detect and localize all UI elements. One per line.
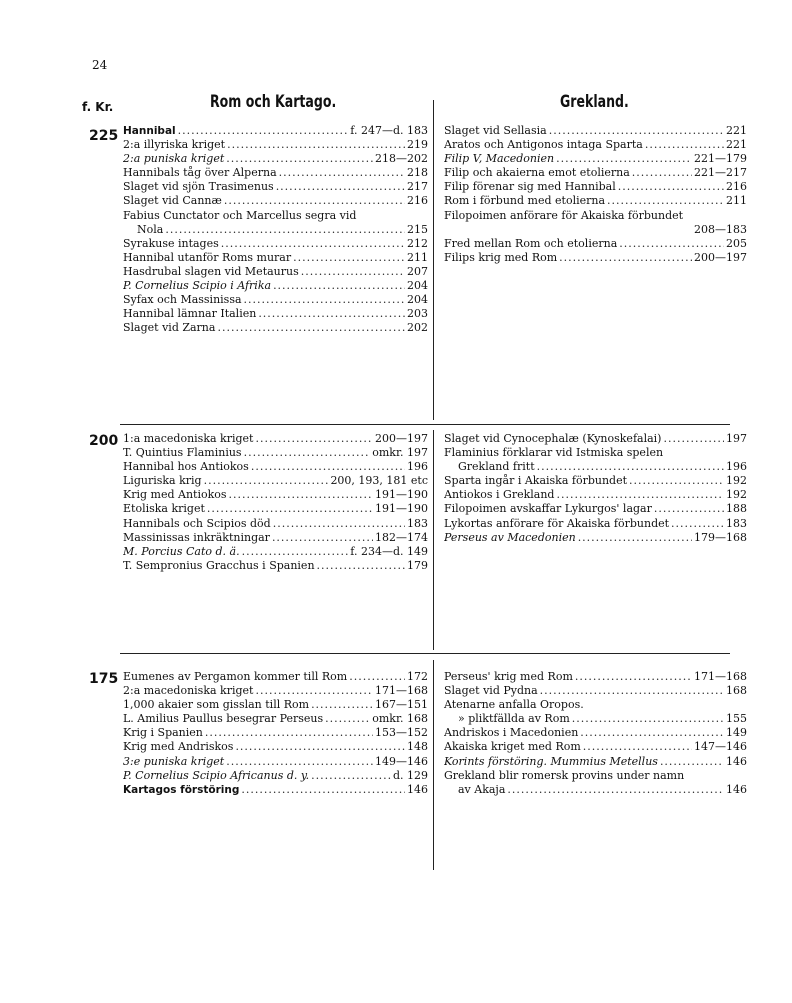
entry-date: 203 bbox=[407, 307, 428, 321]
section-225-greece bbox=[444, 124, 747, 265]
entry-date: 191—190 bbox=[375, 488, 428, 502]
dot-leader bbox=[165, 223, 405, 237]
entry-text: 2:a illyriska kriget bbox=[123, 138, 226, 152]
heading-greece: Grekland. bbox=[560, 92, 629, 112]
timeline-entry bbox=[123, 517, 428, 531]
dot-leader bbox=[311, 698, 373, 712]
entry-text: Grekland blir romersk provins under namn bbox=[444, 768, 685, 782]
timeline-entry bbox=[123, 265, 428, 279]
dot-leader bbox=[241, 783, 405, 797]
entry-text: Atenarne anfalla Oropos. bbox=[444, 698, 584, 712]
section-divider bbox=[120, 653, 730, 654]
entry-date: 221—179 bbox=[694, 152, 747, 166]
entry-date: 153—152 bbox=[375, 726, 428, 740]
entry-date: 212 bbox=[407, 236, 428, 250]
dot-leader bbox=[311, 769, 391, 783]
entry-date: 221—217 bbox=[694, 166, 747, 180]
dot-leader bbox=[251, 460, 405, 474]
timeline-entry bbox=[123, 755, 428, 769]
entry-date: omkr. 168 bbox=[372, 712, 428, 726]
timeline-entry bbox=[444, 712, 747, 726]
timeline-entry bbox=[123, 474, 428, 488]
timeline-entry bbox=[123, 712, 428, 726]
entry-date: 155 bbox=[726, 712, 747, 726]
entry-date: 196 bbox=[407, 460, 428, 474]
section-divider bbox=[120, 424, 730, 425]
dot-leader bbox=[221, 237, 405, 251]
dot-leader bbox=[273, 279, 405, 293]
dot-leader bbox=[663, 432, 724, 446]
entry-date: 205 bbox=[726, 236, 747, 250]
dot-leader bbox=[654, 502, 724, 516]
dot-leader bbox=[272, 531, 373, 545]
entry-date: 149—146 bbox=[375, 754, 428, 768]
entry-text: Krig i Spanien bbox=[123, 726, 203, 740]
dot-leader bbox=[229, 488, 373, 502]
entry-text: Antiokos i Grekland bbox=[444, 488, 555, 502]
entry-text: Syrakuse intages bbox=[123, 236, 219, 250]
timeline-entry bbox=[123, 740, 428, 754]
entry-date: 208—183 bbox=[694, 222, 747, 236]
entry-text: T. Sempronius Gracchus i Spanien bbox=[123, 558, 315, 572]
dot-leader bbox=[255, 684, 373, 698]
entry-date: 200, 193, 181 etc bbox=[330, 474, 428, 488]
era-label: f. Kr. bbox=[82, 100, 114, 114]
timeline-entry bbox=[444, 531, 747, 545]
entry-date: d. 129 bbox=[392, 768, 428, 782]
year-marker: 175 bbox=[89, 671, 119, 687]
entry-date: 216 bbox=[726, 180, 747, 194]
entry-text: Korints förstöring. Mummius Metellus bbox=[444, 754, 658, 768]
entry-text: Hannibal lämnar Italien bbox=[123, 307, 257, 321]
entry-text: Slaget vid Pydna bbox=[444, 684, 538, 698]
dot-leader bbox=[217, 321, 405, 335]
entry-text: Syfax och Massinissa bbox=[123, 293, 242, 307]
dot-leader bbox=[235, 740, 405, 754]
dot-leader bbox=[632, 166, 692, 180]
dot-leader bbox=[660, 755, 724, 769]
entry-date: 207 bbox=[407, 264, 428, 278]
entry-text: av Akaja bbox=[458, 782, 506, 796]
entry-date: 211 bbox=[726, 194, 747, 208]
entry-date: f. 234—d. 149 bbox=[350, 544, 428, 558]
entry-date: 168 bbox=[726, 684, 747, 698]
entry-text: Perseus av Macedonien bbox=[444, 530, 576, 544]
entry-date: 147—146 bbox=[694, 740, 747, 754]
year-marker: 200 bbox=[89, 433, 119, 449]
dot-leader bbox=[607, 194, 724, 208]
dot-leader bbox=[556, 152, 692, 166]
entry-date: 192 bbox=[726, 488, 747, 502]
entry-text: » pliktfällda av Rom bbox=[458, 712, 570, 726]
dot-leader bbox=[276, 180, 405, 194]
entry-text: 1,000 akaier som gisslan till Rom bbox=[123, 698, 310, 712]
timeline-entry bbox=[123, 138, 428, 152]
entry-text: 2:a macedoniska kriget bbox=[123, 684, 254, 698]
dot-leader bbox=[618, 180, 724, 194]
entry-date: 179—168 bbox=[694, 530, 747, 544]
timeline-entry bbox=[123, 545, 428, 559]
entry-date: 221 bbox=[726, 138, 747, 152]
timeline-entry bbox=[444, 502, 747, 516]
entry-text: Filopoimen anförare för Akaiska förbundet bbox=[444, 208, 684, 222]
entry-text: Hannibals och Scipios död bbox=[123, 516, 271, 530]
dot-leader bbox=[178, 124, 349, 138]
entry-text: Fred mellan Rom och etolierna bbox=[444, 236, 618, 250]
timeline-entry bbox=[123, 279, 428, 293]
entry-text: Slaget vid Sellasia bbox=[444, 124, 547, 137]
timeline-entry bbox=[444, 460, 747, 474]
timeline-entry bbox=[123, 307, 428, 321]
timeline-entry bbox=[123, 698, 428, 712]
timeline-entry bbox=[444, 124, 747, 138]
timeline-entry bbox=[444, 488, 747, 502]
dot-leader bbox=[629, 474, 724, 488]
dot-leader bbox=[204, 474, 329, 488]
entry-date: 191—190 bbox=[375, 502, 428, 516]
entry-text: Slaget vid Cynocephalæ (Kynoskefalai) bbox=[444, 432, 662, 445]
timeline-entry bbox=[444, 194, 747, 208]
entry-text: Hannibal hos Antiokos bbox=[123, 460, 249, 474]
entry-text: Hannibal utanför Roms murar bbox=[123, 250, 292, 264]
timeline-entry bbox=[444, 446, 747, 460]
dot-leader bbox=[301, 265, 405, 279]
section-200-rome bbox=[123, 432, 428, 573]
dot-leader bbox=[575, 670, 692, 684]
dot-leader bbox=[671, 517, 724, 531]
timeline-entry bbox=[444, 166, 747, 180]
entry-text: Sparta ingår i Akaiska förbundet bbox=[444, 474, 628, 488]
entry-date: 167—151 bbox=[375, 698, 428, 712]
dot-leader bbox=[205, 726, 373, 740]
entry-text: Krig med Andriskos bbox=[123, 740, 234, 754]
dot-leader bbox=[244, 446, 371, 460]
dot-leader bbox=[279, 166, 405, 180]
entry-text: Akaiska kriget med Rom bbox=[444, 740, 581, 754]
dot-leader bbox=[325, 712, 370, 726]
timeline-entry bbox=[123, 502, 428, 516]
entry-text: Nola bbox=[137, 222, 164, 236]
entry-text: Hasdrubal slagen vid Metaurus bbox=[123, 264, 299, 278]
entry-text: Filopoimen avskaffar Lykurgos' lagar bbox=[444, 502, 652, 516]
heading-rome-carthage: Rom och Kartago. bbox=[210, 92, 337, 112]
timeline-entry bbox=[444, 152, 747, 166]
entry-text: Massinissas inkräktningar bbox=[123, 530, 270, 544]
column-divider bbox=[433, 100, 434, 420]
dot-leader bbox=[507, 783, 724, 797]
timeline-entry bbox=[123, 769, 428, 783]
entry-text: 2:a puniska kriget bbox=[123, 152, 225, 166]
timeline-entry bbox=[123, 446, 428, 460]
timeline-entry bbox=[444, 670, 747, 684]
timeline-entry bbox=[123, 209, 428, 223]
entry-date: 221 bbox=[726, 124, 747, 137]
dot-leader bbox=[572, 712, 724, 726]
entry-text: Kartagos förstöring bbox=[123, 783, 240, 796]
entry-text: Slaget vid Zarna bbox=[123, 321, 216, 335]
entry-date: 179 bbox=[407, 558, 428, 572]
entry-date: 192 bbox=[726, 474, 747, 488]
timeline-entry bbox=[444, 726, 747, 740]
timeline-entry bbox=[123, 180, 428, 194]
entry-date: 196 bbox=[726, 460, 747, 474]
entry-date: omkr. 197 bbox=[372, 446, 428, 460]
timeline-entry bbox=[444, 769, 747, 783]
dot-leader bbox=[317, 559, 405, 573]
dot-leader bbox=[580, 726, 724, 740]
entry-text: Filip V, Macedonien bbox=[444, 152, 555, 166]
timeline-entry bbox=[444, 755, 747, 769]
timeline-entry bbox=[444, 180, 747, 194]
entry-text: Aratos och Antigonos intaga Sparta bbox=[444, 138, 643, 152]
timeline-entry bbox=[123, 531, 428, 545]
dot-leader bbox=[549, 124, 724, 138]
timeline-entry bbox=[123, 670, 428, 684]
entry-date: 172 bbox=[407, 670, 428, 683]
entry-text: L. Amilius Paullus besegrar Perseus bbox=[123, 712, 324, 726]
entry-text: Filip och akaierna emot etolierna bbox=[444, 166, 630, 180]
entry-date: 219 bbox=[407, 138, 428, 152]
entry-date: 148 bbox=[407, 740, 428, 754]
dot-leader bbox=[227, 138, 405, 152]
entry-text: Hannibals tåg över Alperna bbox=[123, 166, 277, 180]
timeline-entry bbox=[123, 321, 428, 335]
entry-date: 146 bbox=[407, 782, 428, 796]
dot-leader bbox=[226, 152, 373, 166]
entry-text: 1:a macedoniska kriget bbox=[123, 432, 254, 445]
timeline-entry bbox=[444, 740, 747, 754]
entry-date: 197 bbox=[726, 432, 747, 445]
entry-date: 202 bbox=[407, 321, 428, 335]
timeline-entry bbox=[123, 488, 428, 502]
dot-leader bbox=[349, 670, 405, 684]
entry-text: T. Quintius Flaminius bbox=[123, 446, 242, 460]
entry-date: 188 bbox=[726, 502, 747, 516]
entry-date: 200—197 bbox=[375, 432, 428, 445]
column-divider bbox=[433, 430, 434, 650]
timeline-entry bbox=[444, 698, 747, 712]
timeline-entry bbox=[123, 460, 428, 474]
entry-text: P. Cornelius Scipio i Afrika bbox=[123, 279, 272, 293]
entry-date: 211 bbox=[407, 250, 428, 264]
entry-date: 146 bbox=[726, 782, 747, 796]
entry-text: Liguriska krig bbox=[123, 474, 202, 488]
entry-date: 215 bbox=[407, 222, 428, 236]
dot-leader bbox=[540, 684, 724, 698]
entry-text: Andriskos i Macedonien bbox=[444, 726, 579, 740]
timeline-entry bbox=[123, 783, 428, 797]
page-number: 24 bbox=[92, 58, 108, 72]
entry-date: 218—202 bbox=[375, 152, 428, 166]
timeline-entry bbox=[123, 223, 428, 237]
timeline-entry bbox=[444, 432, 747, 446]
entry-date: 200—197 bbox=[694, 250, 747, 264]
dot-leader bbox=[273, 517, 405, 531]
entry-date: 146 bbox=[726, 754, 747, 768]
dot-leader bbox=[244, 293, 405, 307]
entry-date: 216 bbox=[407, 194, 428, 208]
timeline-entry bbox=[123, 166, 428, 180]
entry-date: 171—168 bbox=[694, 670, 747, 683]
column-divider bbox=[433, 660, 434, 870]
entry-text: M. Porcius Cato d. ä. bbox=[123, 544, 240, 558]
timeline-entry bbox=[123, 251, 428, 265]
dot-leader bbox=[559, 251, 692, 265]
entry-text: Flaminius förklarar vid Istmiska spelen bbox=[444, 446, 664, 460]
timeline-entry bbox=[123, 194, 428, 208]
timeline-entry bbox=[123, 124, 428, 138]
timeline-entry bbox=[123, 293, 428, 307]
timeline-entry bbox=[444, 474, 747, 488]
entry-date: f. 247—d. 183 bbox=[350, 124, 428, 137]
entry-text: 3:e puniska kriget bbox=[123, 754, 225, 768]
dot-leader bbox=[255, 432, 373, 446]
timeline-entry bbox=[444, 209, 747, 223]
timeline-entry bbox=[123, 152, 428, 166]
entry-date: 204 bbox=[407, 279, 428, 293]
section-175-greece bbox=[444, 670, 747, 797]
year-marker: 225 bbox=[89, 128, 119, 144]
dot-leader bbox=[645, 138, 724, 152]
dot-leader bbox=[619, 237, 724, 251]
dot-leader bbox=[556, 488, 724, 502]
timeline-entry bbox=[123, 237, 428, 251]
dot-leader bbox=[258, 307, 405, 321]
entry-text: Filips krig med Rom bbox=[444, 250, 558, 264]
timeline-entry bbox=[444, 237, 747, 251]
entry-text: Filip förenar sig med Hannibal bbox=[444, 180, 616, 194]
timeline-entry bbox=[444, 223, 747, 237]
entry-date: 183 bbox=[726, 516, 747, 530]
entry-text: Lykortas anförare för Akaiska förbundet bbox=[444, 516, 670, 530]
section-175-rome bbox=[123, 670, 428, 797]
dot-leader bbox=[537, 460, 724, 474]
entry-date: 183 bbox=[407, 516, 428, 530]
entry-date: 171—168 bbox=[375, 684, 428, 698]
dot-leader bbox=[293, 251, 405, 265]
entry-date: 217 bbox=[407, 180, 428, 194]
entry-text: P. Cornelius Scipio Africanus d. y. bbox=[123, 768, 310, 782]
entry-text: Rom i förbund med etolierna bbox=[444, 194, 606, 208]
entry-date: 218 bbox=[407, 166, 428, 180]
dot-leader bbox=[242, 545, 349, 559]
entry-text: Slaget vid sjön Trasimenus bbox=[123, 180, 274, 194]
section-200-greece bbox=[444, 432, 747, 545]
timeline-entry bbox=[444, 517, 747, 531]
entry-text: Slaget vid Cannæ bbox=[123, 194, 222, 208]
timeline-entry bbox=[123, 559, 428, 573]
entry-date: 204 bbox=[407, 293, 428, 307]
entry-text: Krig med Antiokos bbox=[123, 488, 227, 502]
entry-text: Fabius Cunctator och Marcellus segra vid bbox=[123, 208, 357, 222]
dot-leader bbox=[207, 502, 373, 516]
section-225-rome bbox=[123, 124, 428, 335]
dot-leader bbox=[226, 755, 373, 769]
dot-leader bbox=[583, 740, 692, 754]
timeline-entry bbox=[444, 684, 747, 698]
timeline-entry bbox=[444, 783, 747, 797]
dot-leader bbox=[578, 531, 692, 545]
entry-text: Etoliska kriget bbox=[123, 502, 205, 516]
timeline-entry bbox=[444, 251, 747, 265]
dot-leader bbox=[224, 194, 405, 208]
timeline-entry bbox=[123, 432, 428, 446]
entry-date: 149 bbox=[726, 726, 747, 740]
entry-text: Eumenes av Pergamon kommer till Rom bbox=[123, 670, 348, 683]
entry-text: Perseus' krig med Rom bbox=[444, 670, 573, 683]
timeline-entry bbox=[123, 684, 428, 698]
entry-text: Grekland fritt bbox=[458, 460, 535, 474]
entry-date: 182—174 bbox=[375, 530, 428, 544]
timeline-entry bbox=[123, 726, 428, 740]
timeline-entry bbox=[444, 138, 747, 152]
entry-text: Hannibal bbox=[123, 125, 176, 137]
